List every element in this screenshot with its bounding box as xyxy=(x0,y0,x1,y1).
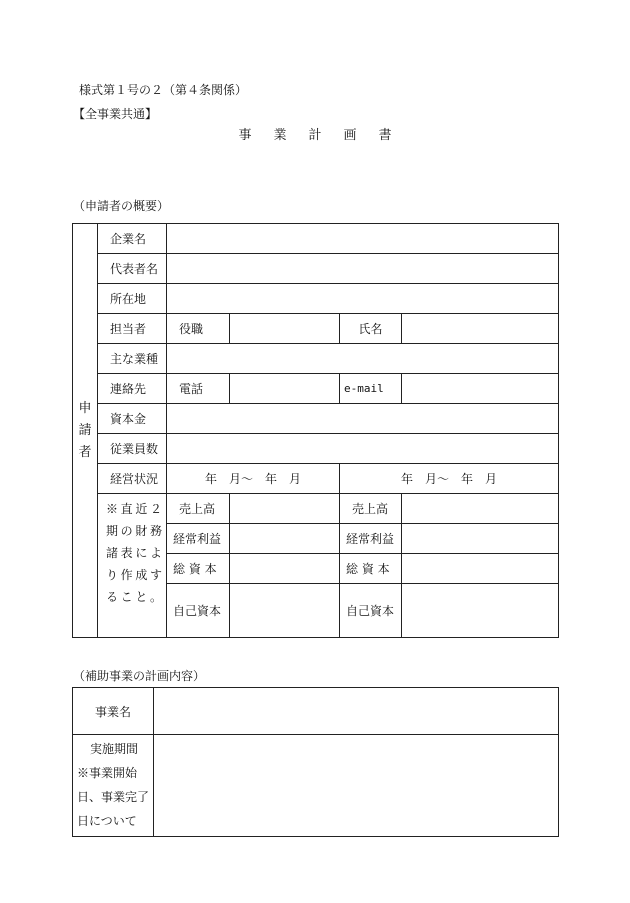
total-capital-field-1[interactable] xyxy=(230,554,340,584)
equity-label-1: 自己資本 xyxy=(167,584,230,638)
capital-field[interactable] xyxy=(167,404,559,434)
sales-field-1[interactable] xyxy=(230,494,340,524)
equity-label-2: 自己資本 xyxy=(340,584,402,638)
ordinary-profit-label-2: 経常利益 xyxy=(340,524,402,554)
category-label: 【全事業共通】 xyxy=(73,107,158,121)
applicant-side-label: 申 請 者 xyxy=(73,224,98,638)
implementation-period-label: 実施期間 ※事業開始 日、事業完了 日について xyxy=(73,735,154,837)
ordinary-profit-label-1: 経常利益 xyxy=(167,524,230,554)
implementation-period-field[interactable] xyxy=(154,735,559,837)
employees-field[interactable] xyxy=(167,434,559,464)
person-name-field[interactable] xyxy=(402,314,559,344)
position-label: 役職 xyxy=(167,314,230,344)
email-label: e-mail xyxy=(340,374,402,404)
project-plan-table xyxy=(72,687,559,837)
position-field[interactable] xyxy=(230,314,340,344)
phone-field[interactable] xyxy=(230,374,340,404)
phone-label: 電話 xyxy=(167,374,230,404)
period-1-field[interactable]: 年 月～ 年 月 xyxy=(167,464,340,494)
section2-heading: （補助事業の計画内容） xyxy=(73,669,206,683)
period-2-field[interactable]: 年 月～ 年 月 xyxy=(340,464,559,494)
page-title: 事業計画書 xyxy=(238,128,414,143)
capital-label: 資本金 xyxy=(98,404,167,434)
ordinary-profit-field-1[interactable] xyxy=(230,524,340,554)
main-business-label: 主な業種 xyxy=(98,344,167,374)
main-business-field[interactable] xyxy=(167,344,559,374)
total-capital-label-1: 総 資 本 xyxy=(167,554,230,584)
employees-label: 従業員数 xyxy=(98,434,167,464)
representative-field[interactable] xyxy=(167,254,559,284)
project-name-label: 事業名 xyxy=(73,688,154,735)
sales-field-2[interactable] xyxy=(402,494,559,524)
project-name-field[interactable] xyxy=(154,688,559,735)
sales-label-1: 売上高 xyxy=(167,494,230,524)
business-status-label: 経営状況 xyxy=(98,464,167,494)
form-id: 様式第１号の２（第４条関係） xyxy=(79,83,248,97)
person-name-label: 氏名 xyxy=(340,314,402,344)
contact-label: 連絡先 xyxy=(98,374,167,404)
representative-label: 代表者名 xyxy=(98,254,167,284)
address-label: 所在地 xyxy=(98,284,167,314)
total-capital-field-2[interactable] xyxy=(402,554,559,584)
section1-heading: （申請者の概要） xyxy=(73,199,170,213)
ordinary-profit-field-2[interactable] xyxy=(402,524,559,554)
company-name-label: 企業名 xyxy=(98,224,167,254)
applicant-table xyxy=(72,223,559,638)
address-field[interactable] xyxy=(167,284,559,314)
email-field[interactable] xyxy=(402,374,559,404)
equity-field-1[interactable] xyxy=(230,584,340,638)
company-name-field[interactable] xyxy=(167,224,559,254)
total-capital-label-2: 総 資 本 xyxy=(340,554,402,584)
equity-field-2[interactable] xyxy=(402,584,559,638)
contact-person-label: 担当者 xyxy=(98,314,167,344)
financial-note: ※直近２ 期の財務 諸表によ り作成す ること。 xyxy=(98,494,167,638)
sales-label-2: 売上高 xyxy=(340,494,402,524)
